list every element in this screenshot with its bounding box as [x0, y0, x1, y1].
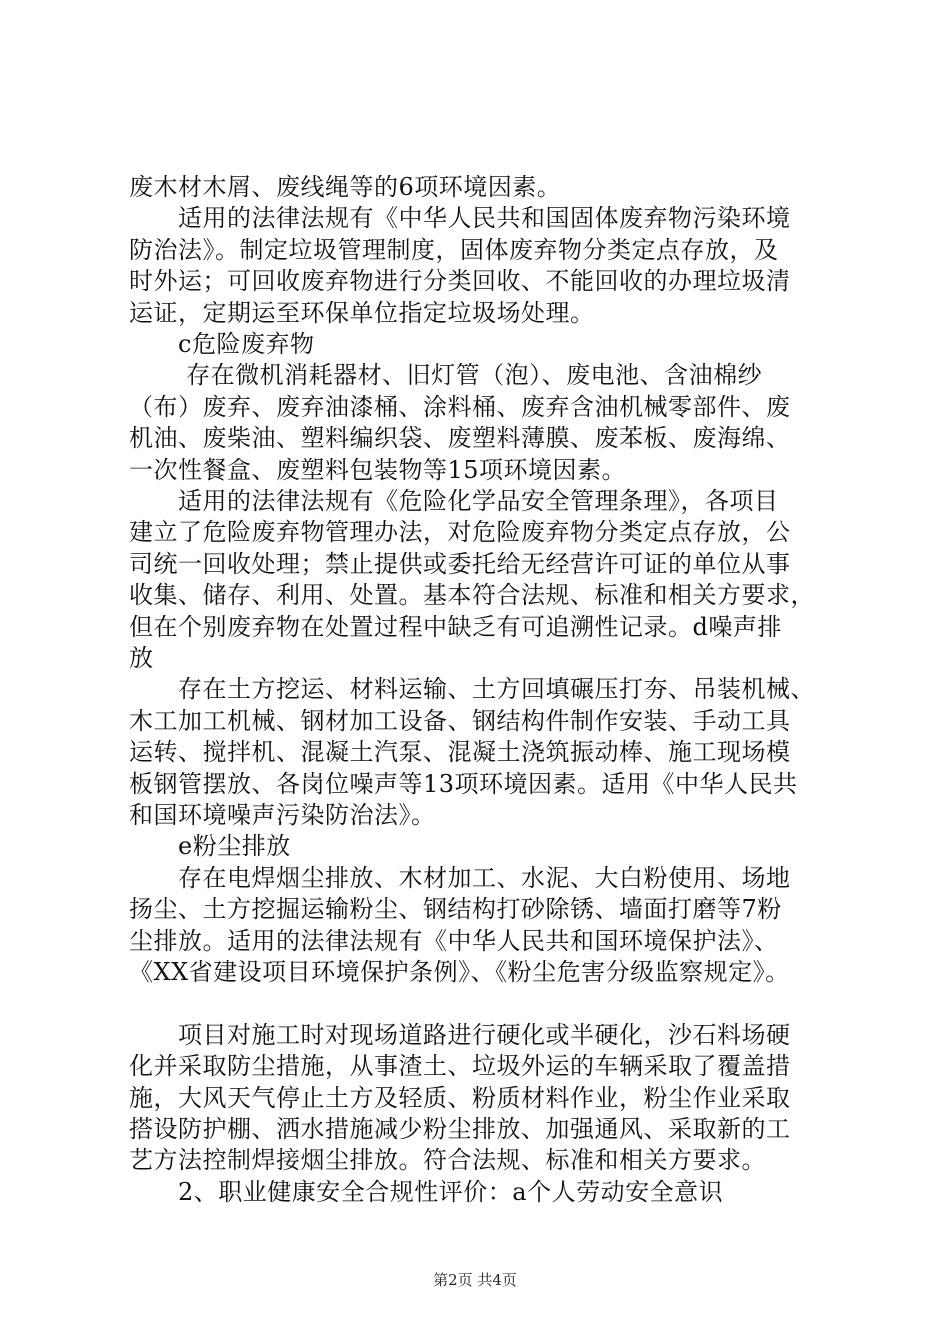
text-line: 防治法》。制定垃圾管理制度，固体废弃物分类定点存放，及: [129, 235, 779, 264]
text-line: 运转、搅拌机、混凝土汽泵、混凝土浇筑振动棒、施工现场模: [129, 738, 791, 767]
text-line: 存在电焊烟尘排放、木材加工、水泥、大白粉使用、场地: [129, 863, 791, 892]
text-line: 废木材木屑、废线绳等的6项环境因素。: [129, 173, 562, 201]
text-line: 适用的法律法规有《中华人民共和国固体废弃物污染环境: [129, 204, 791, 233]
text-line: 一次性餐盒、废塑料包装物等15项环境因素。: [129, 455, 627, 484]
text-line: 时外运；可回收废弃物进行分类回收、不能回收的办理垃圾清: [129, 267, 791, 296]
text-line: 收集、储存、利用、处置。基本符合法规、标准和相关方要求，: [129, 581, 815, 610]
text-line: 搭设防护棚、洒水措施减少粉尘排放、加强通风、采取新的工: [129, 1115, 791, 1143]
text-line: 2、职业健康安全合规性评价：a个人劳动安全意识: [129, 1177, 724, 1206]
page-footer: 第2页 共4页: [433, 1271, 517, 1289]
text-line: （布）废弃、废弃油漆桶、涂料桶、废弃含油机械零部件、废: [129, 392, 791, 421]
text-line: 适用的法律法规有《危险化学品安全管理条理》，各项目: [129, 487, 779, 515]
text-line: c危险废弃物: [129, 330, 315, 358]
text-line: 艺方法控制焊接烟尘排放。符合法规、标准和相关方要求。: [129, 1146, 766, 1175]
text-line: 放: [129, 644, 154, 672]
text-line: 板钢管摆放、各岗位噪声等13项环境因素。适用《中华人民共: [129, 769, 798, 798]
text-line: 《XX省建设项目环境保护条例》、《粉尘危害分级监察规定》。: [129, 958, 790, 986]
text-line: 存在微机消耗器材、旧灯管（泡）、废电池、含油棉纱: [129, 361, 763, 390]
text-line: 和国环境噪声污染防治法》。: [129, 801, 436, 829]
text-line: 司统一回收处理；禁止提供或委托给无经营许可证的单位从事: [129, 549, 791, 578]
text-line: 运证，定期运至环保单位指定垃圾场处理。: [129, 298, 595, 327]
text-line: 施，大风天气停止土方及轻质、粉质材料作业，粉尘作业采取: [129, 1083, 791, 1112]
text-line: e粉尘排放: [129, 832, 291, 861]
text-line: 化并采取防尘措施，从事渣土、垃圾外运的车辆采取了覆盖措: [129, 1052, 791, 1081]
text-line: 扬尘、土方挖掘运输粉尘、钢结构打砂除锈、墙面打磨等7粉: [129, 895, 782, 924]
text-line: 机油、废柴油、塑料编织袋、废塑料薄膜、废苯板、废海绵、: [129, 424, 791, 453]
text-line: 尘排放。适用的法律法规有《中华人民共和国环境保护法》、: [129, 926, 779, 955]
text-line: 存在土方挖运、材料运输、土方回填碾压打夯、吊装机械、: [129, 675, 815, 704]
text-line: 但在个别废弃物在处置过程中缺乏有可追溯性记录。d噪声排: [129, 612, 782, 641]
text-line: 建立了危险废弃物管理办法，对危险废弃物分类定点存放，公: [129, 518, 791, 547]
text-line: 木工加工机械、钢材加工设备、钢结构件制作安装、手动工具: [129, 706, 791, 735]
text-line: 项目对施工时对现场道路进行硬化或半硬化，沙石料场硬: [129, 1020, 791, 1049]
